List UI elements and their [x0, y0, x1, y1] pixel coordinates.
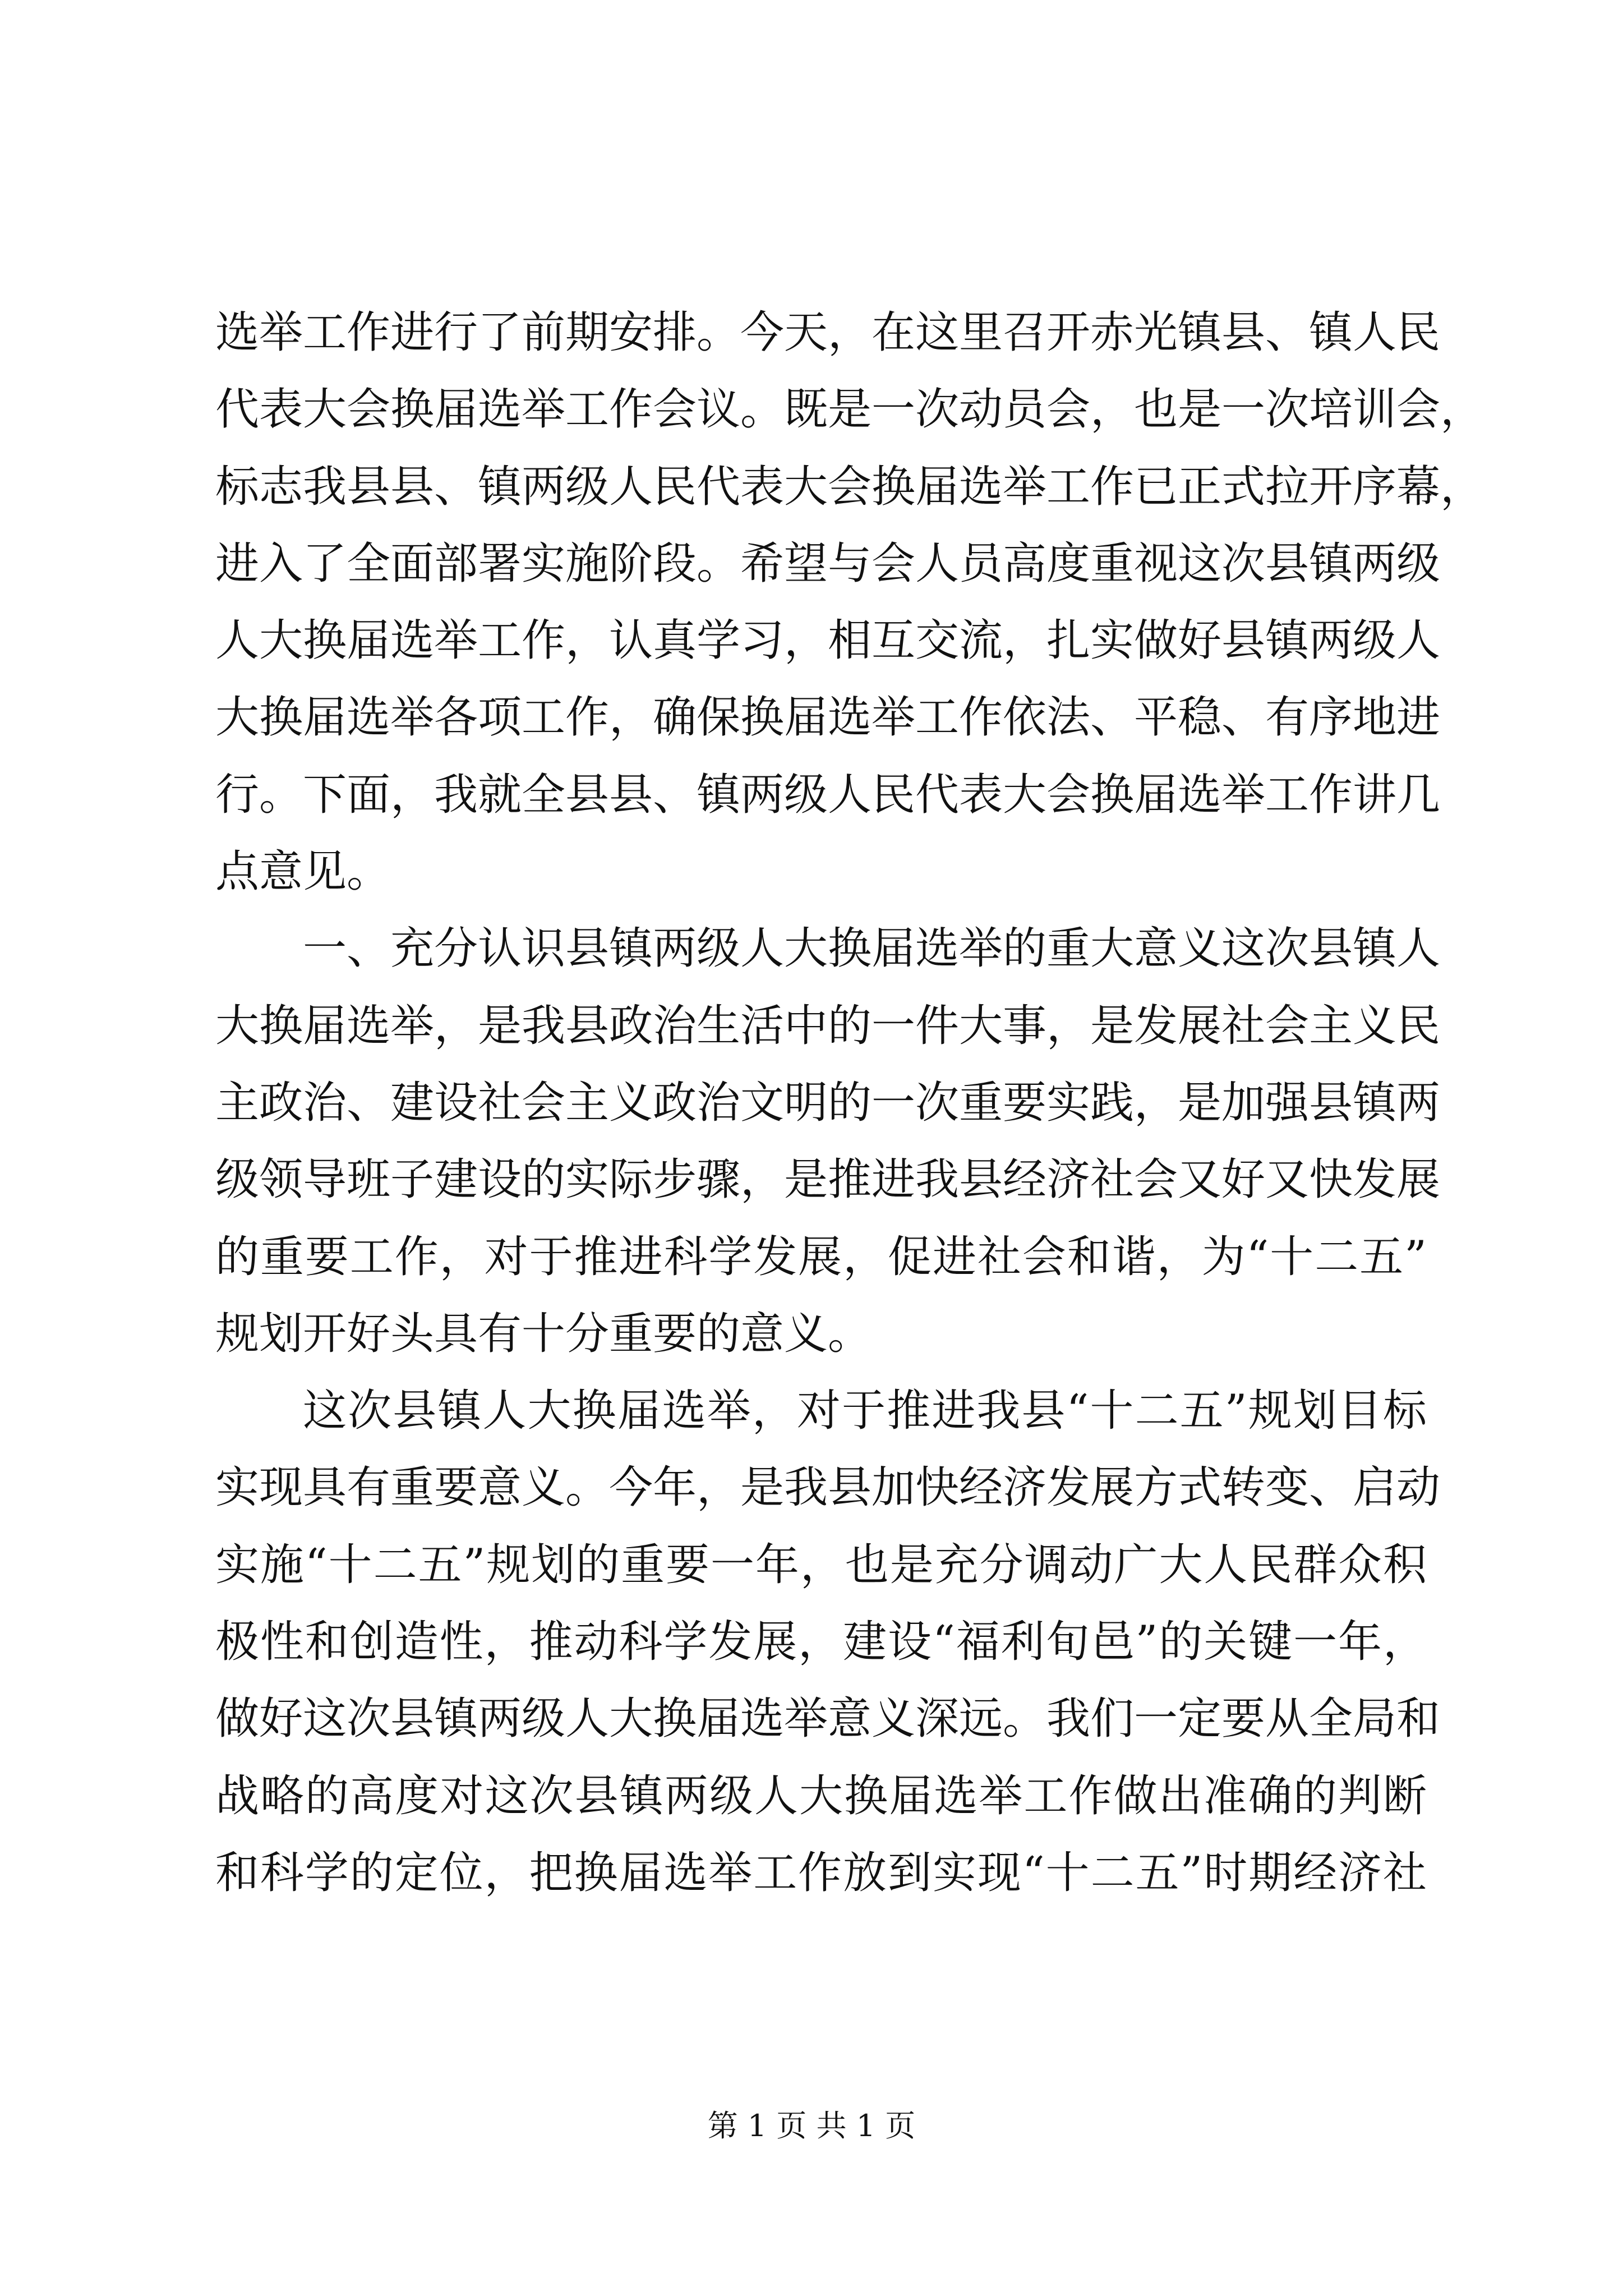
text-line-3: 标志我县县、镇两级人民代表大会换届选举工作已正式拉开序幕， [215, 461, 1484, 512]
text-line-7: 行。下面，我就全县县、镇两级人民代表大会换届选举工作讲几 [215, 769, 1441, 820]
document-body [215, 295, 1484, 1912]
text-line-18: 极性和创造性，推动科学发展，建设“福利旬邑”的关键一年， [215, 1617, 1427, 1668]
text-line-14: 规划开好头具有十分重要的意义。 [215, 1308, 872, 1359]
text-line-16: 实现具有重要意义。今年，是我县加快经济发展方式转变、启动 [215, 1462, 1441, 1513]
text-line-10: 大换届选举，是我县政治生活中的一件大事，是发展社会主义民 [215, 1000, 1441, 1051]
text-line-15: 这次县镇人大换届选举，对于推进我县“十二五”规划目标 [303, 1386, 1427, 1437]
text-line-2: 代表大会换届选举工作会议。既是一次动员会，也是一次培训会， [215, 384, 1484, 435]
text-line-17: 实施“十二五”规划的重要一年，也是充分调动广大人民群众积 [215, 1539, 1427, 1590]
text-line-8: 点意见。 [215, 846, 391, 898]
text-line-21: 和科学的定位，把换届选举工作放到实现“十二五”时期经济社 [215, 1847, 1427, 1898]
text-line-13: 的重要工作，对于推进科学发展，促进社会和谐，为“十二五” [215, 1231, 1427, 1282]
text-line-20: 战略的高度对这次县镇两级人大换届选举工作做出准确的判断 [215, 1770, 1427, 1821]
page-footer [0, 2106, 1623, 2146]
text-line-4: 进入了全面部署实施阶段。希望与会人员高度重视这次县镇两级 [215, 538, 1441, 589]
text-line-12: 级领导班子建设的实际步骤，是推进我县经济社会又好又快发展 [215, 1154, 1441, 1205]
text-line-5: 人大换届选举工作，认真学习，相互交流，扎实做好县镇两级人 [215, 615, 1441, 666]
text-line-9: 一、充分认识县镇两级人大换届选举的重大意义这次县镇人 [303, 923, 1441, 974]
page-number-label: 第 1 页 共 1 页 [707, 2108, 916, 2143]
text-line-1: 选举工作进行了前期安排。今天，在这里召开赤光镇县、镇人民 [215, 307, 1441, 358]
text-line-11: 主政治、建设社会主义政治文明的一次重要实践，是加强县镇两 [215, 1077, 1441, 1128]
text-line-6: 大换届选举各项工作，确保换届选举工作依法、平稳、有序地进 [215, 692, 1441, 743]
text-line-19: 做好这次县镇两级人大换届选举意义深远。我们一定要从全局和 [215, 1694, 1441, 1745]
